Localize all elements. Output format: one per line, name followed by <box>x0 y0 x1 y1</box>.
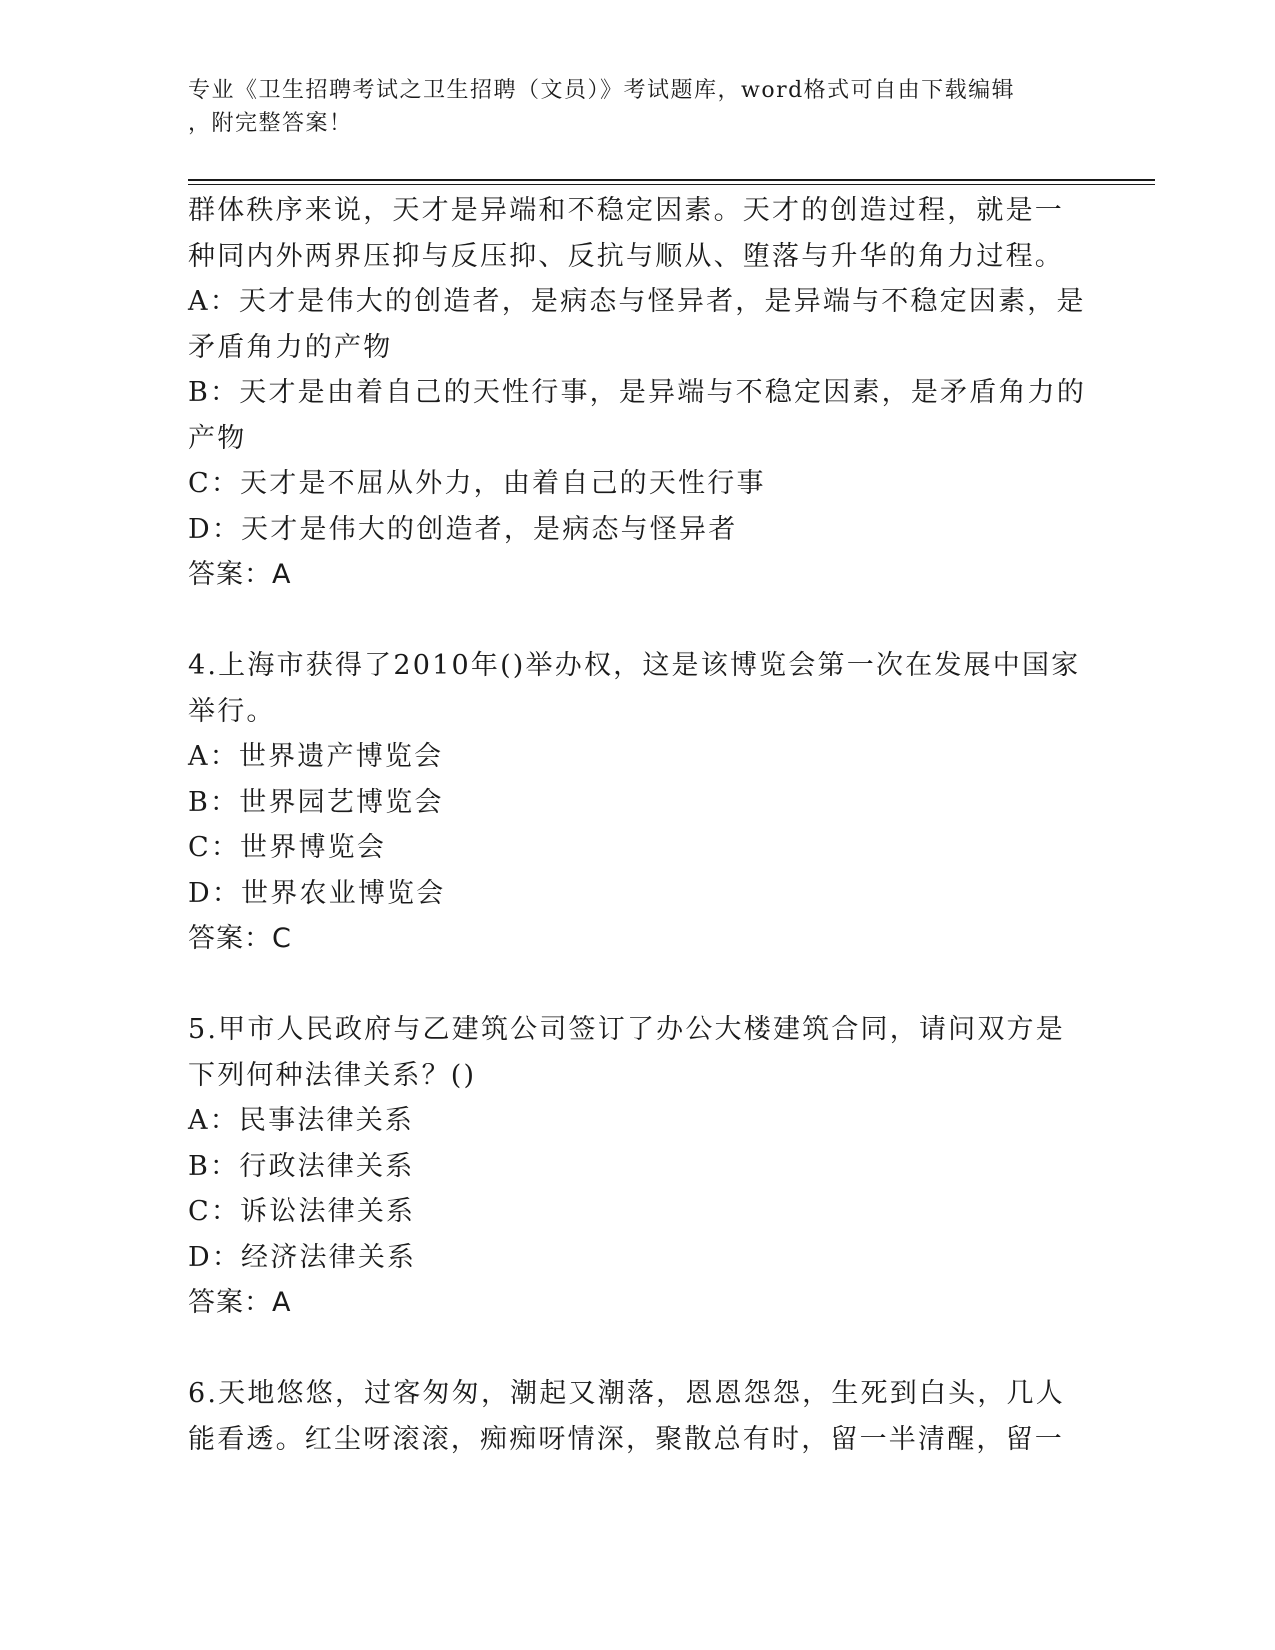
question-text-line: 举行。 <box>188 695 276 727</box>
option-c: C：诉讼法律关系 <box>188 1196 416 1227</box>
option-c: C：天才是不屈从外力，由着自己的天性行事 <box>188 468 766 499</box>
option-a: A：天才是伟大的创造者，是病态与怪异者，是异端与不稳定因素，是 <box>188 286 1086 317</box>
question-5 <box>188 1007 1088 1326</box>
question-text-line: 下列何种法律关系？() <box>188 1059 477 1091</box>
option-b: B：天才是由着自己的天性行事，是异端与不稳定因素，是矛盾角力的 <box>188 377 1087 408</box>
question-text-line: 种同内外两界压抑与反压抑、反抗与顺从、堕落与升华的角力过程。 <box>188 240 1064 272</box>
page-header <box>188 74 1088 140</box>
question-content <box>188 188 1088 1462</box>
option-a: A：世界遗产博览会 <box>188 741 444 772</box>
header-divider-thick <box>188 179 1155 181</box>
header-title-line: 专业《卫生招聘考试之卫生招聘（文员）》考试题库，word格式可自由下载编辑 <box>188 78 1016 103</box>
question-text-line: 群体秩序来说，天才是异端和不稳定因素。天才的创造过程，就是一 <box>188 195 1064 226</box>
option-b-continuation: 产物 <box>188 422 247 454</box>
question-3-continued <box>188 188 1088 598</box>
question-6 <box>188 1371 1088 1462</box>
question-4 <box>188 643 1088 962</box>
question-spacer <box>188 1326 1088 1372</box>
question-text-line: 6.天地悠悠，过客匆匆，潮起又潮落，恩恩怨怨，生死到白头，几人 <box>188 1378 1065 1409</box>
question-spacer <box>188 598 1088 644</box>
answer-label: 答案：C <box>188 923 292 954</box>
question-spacer <box>188 962 1088 1008</box>
option-a: A：民事法律关系 <box>188 1105 415 1136</box>
answer-label: 答案：A <box>188 1287 292 1318</box>
question-text-line: 能看透。红尘呀滚滚，痴痴呀情深，聚散总有时，留一半清醒，留一 <box>188 1423 1064 1455</box>
option-d: D：经济法律关系 <box>188 1241 417 1273</box>
option-b: B：世界园艺博览会 <box>188 786 444 818</box>
option-d: D：世界农业博览会 <box>188 877 446 909</box>
option-a-continuation: 矛盾角力的产物 <box>188 331 393 363</box>
answer-label: 答案：A <box>188 559 292 590</box>
header-divider-thin <box>188 184 1155 185</box>
question-text-line: 4.上海市获得了2010年()举办权，这是该博览会第一次在发展中国家 <box>188 650 1081 681</box>
header-title-continuation: ，附完整答案！ <box>188 111 353 136</box>
option-d: D：天才是伟大的创造者，是病态与怪异者 <box>188 513 738 545</box>
question-text-line: 5.甲市人民政府与乙建筑公司签订了办公大楼建筑合同，请问双方是 <box>188 1014 1065 1045</box>
option-c: C：世界博览会 <box>188 832 387 863</box>
option-b: B：行政法律关系 <box>188 1150 415 1182</box>
